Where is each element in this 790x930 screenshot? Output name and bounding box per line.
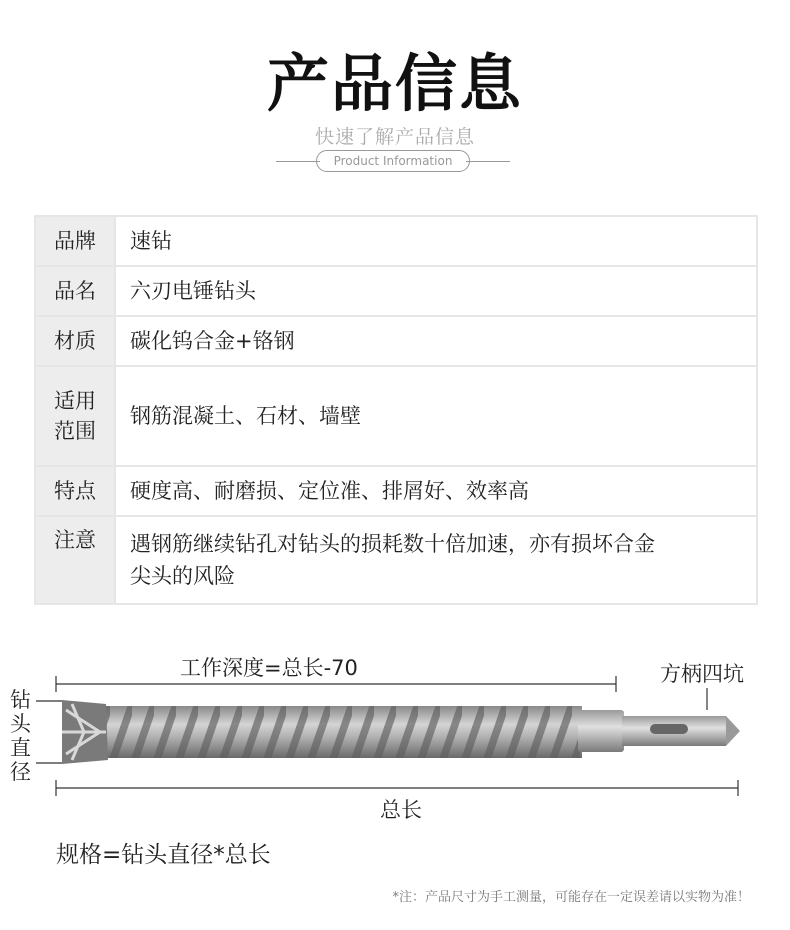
spec-key: 特点	[35, 466, 115, 516]
english-subtitle: Product Information	[316, 150, 470, 172]
page-title: 产品信息	[266, 47, 523, 120]
drill-collar	[578, 710, 624, 752]
spec-key: 注意	[35, 516, 115, 604]
spec-value: 六刃电锤钻头	[115, 266, 757, 316]
page-subtitle: 快速了解产品信息	[314, 126, 475, 148]
spec-formula: 规格=钻头直径*总长	[56, 842, 271, 868]
english-subtitle-badge	[276, 150, 510, 174]
diameter-label-char: 径	[10, 760, 31, 784]
drill-flutes	[100, 706, 580, 758]
measurement-note: *注：产品尺寸为手工测量，可能存在一定误差请以实物为准！	[392, 890, 750, 905]
spec-table	[34, 215, 758, 605]
spec-key-line: 适用	[54, 389, 96, 413]
working-depth-label: 工作深度=总长-70	[180, 656, 358, 680]
spec-value-line: 遇钢筋继续钻孔对钻头的损耗数十倍加速，亦有损坏合金	[130, 532, 655, 556]
diameter-label-char: 直	[10, 736, 31, 760]
spec-key: 品牌	[35, 216, 115, 266]
spec-value: 钢筋混凝土、石材、墙壁	[115, 366, 757, 466]
total-length-label: 总长	[380, 798, 422, 822]
table-row	[35, 266, 757, 316]
spec-key-line: 范围	[54, 419, 96, 443]
shank-label: 方柄四坑	[660, 662, 744, 686]
table-row	[35, 466, 757, 516]
shank-groove	[650, 724, 688, 734]
shank-end	[726, 716, 740, 746]
table-row	[35, 216, 757, 266]
table-row	[35, 516, 757, 604]
spec-key: 品名	[35, 266, 115, 316]
diameter-label-char: 钻	[10, 688, 31, 712]
divider-line-right	[466, 161, 510, 162]
divider-line-left	[276, 161, 320, 162]
spec-value: 硬度高、耐磨损、定位准、排屑好、效率高	[115, 466, 757, 516]
spec-key: 材质	[35, 316, 115, 366]
table-row	[35, 366, 757, 466]
diameter-label-char: 头	[10, 712, 31, 736]
spec-value: 速钻	[115, 216, 757, 266]
spec-key	[35, 366, 115, 466]
spec-value	[115, 516, 757, 604]
spec-value: 碳化钨合金+铬钢	[115, 316, 757, 366]
spec-value-line: 尖头的风险	[130, 564, 235, 588]
table-row	[35, 316, 757, 366]
